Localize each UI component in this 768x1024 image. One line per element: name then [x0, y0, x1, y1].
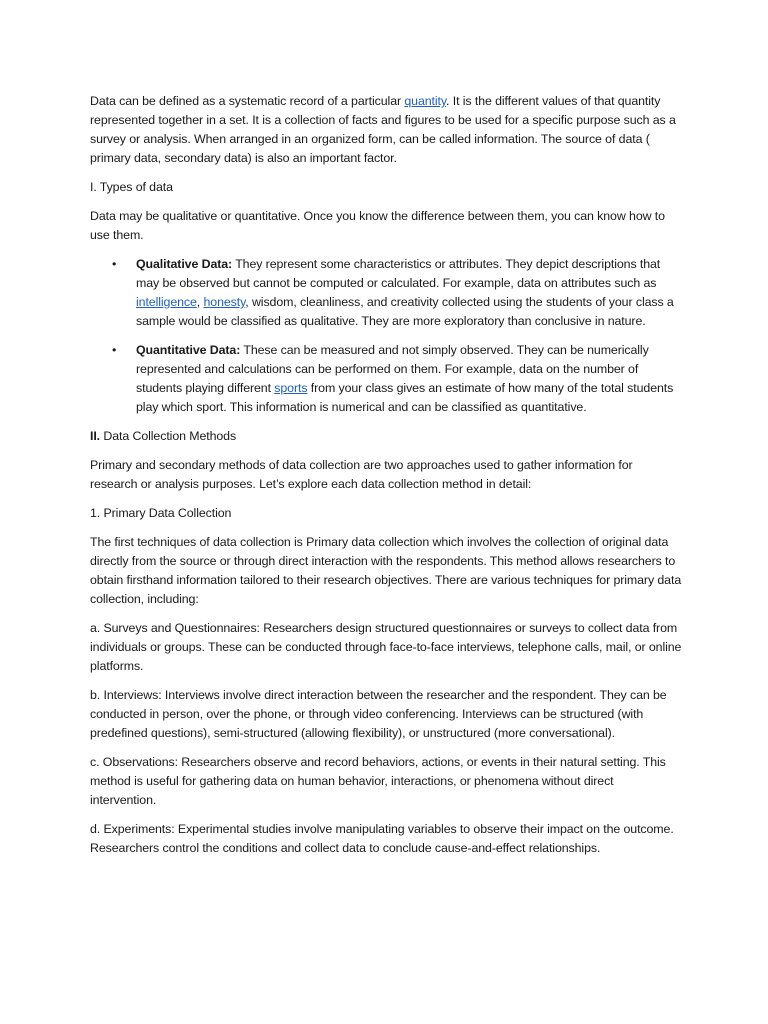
- collection-methods-heading-text: Data Collection Methods: [100, 429, 237, 443]
- intro-text-2: . It is the different values of that quantity represented together in a set. It is a collection of facts and figures to be used for a specific purpose such as a survey or analysis. When arranged in an organized form, can be called information. The source of data ( primary data, secondary data) is also an important factor.: [90, 94, 676, 165]
- qualitative-title: Qualitative Data:: [136, 257, 233, 271]
- intelligence-link[interactable]: intelligence: [136, 295, 197, 309]
- types-of-data-heading: I. Types of data: [90, 180, 173, 194]
- collection-methods-heading-number: II.: [90, 429, 101, 443]
- interviews-paragraph: b. Interviews: Interviews involve direct interaction between the researcher and the respondent. They can be conducted in person, over the phone, or through video conferencing. Interviews can be structured (with predefined questions), semi-structured (allowing flexibility), or unstructured (more conversational).: [90, 688, 667, 740]
- quantitative-text-2: from your class gives an estimate of how many of the total students play which sport. This information is numerical and can be classified as quantitative.: [136, 381, 674, 414]
- surveys-paragraph: a. Surveys and Questionnaires: Researchers design structured questionnaires or surveys to collect data from individuals or groups. These can be conducted through face-to-face interviews, telephone calls, mail, or online platforms.: [90, 621, 682, 673]
- quantitative-text-1: These can be measured and not simply observed. They can be numerically represented and calculations can be performed on them. For example, data on the number of students playing different: [136, 343, 649, 395]
- qualitative-text-2: , wisdom, cleanliness, and creativity collected using the students of your class a sample would be classified as qualitative. They are more exploratory than conclusive in nature.: [136, 295, 674, 328]
- qualitative-separator: ,: [196, 295, 204, 309]
- types-of-data-paragraph: Data may be qualitative or quantitative. Once you know the difference between them, you can know how to use them.: [90, 209, 665, 242]
- intro-paragraph: [90, 92, 682, 168]
- quantity-link[interactable]: quantity: [404, 94, 447, 108]
- sports-link[interactable]: sports: [274, 381, 308, 395]
- primary-collection-heading: 1. Primary Data Collection: [90, 506, 232, 520]
- intro-text-1: Data can be defined as a systematic record of a particular: [90, 94, 405, 108]
- experiments-paragraph: d. Experiments: Experimental studies involve manipulating variables to observe their impact on the outcome. Researchers control the conditions and collect data to conclude cause-and-effect relationships.: [90, 822, 674, 855]
- collection-methods-heading: [90, 427, 682, 446]
- collection-methods-paragraph: Primary and secondary methods of data collection are two approaches used to gather information for research or analysis purposes. Let’s explore each data collection method in detail:: [90, 458, 633, 491]
- list-item-quantitative: [90, 341, 682, 417]
- observations-paragraph: c. Observations: Researchers observe and record behaviors, actions, or events in their natural setting. This method is useful for gathering data on human behavior, interactions, or phenomena without direct intervention.: [90, 755, 666, 807]
- honesty-link[interactable]: honesty: [203, 295, 246, 309]
- document-page: [90, 92, 682, 868]
- data-types-list: [90, 255, 682, 417]
- primary-collection-paragraph: The first techniques of data collection is Primary data collection which involves the collection of original data directly from the source or through direct interaction with the respondents. This method allows researchers to obtain firsthand information tailored to their research objectives. There are various techniques for primary data collection, including:: [90, 535, 682, 606]
- list-item-qualitative: [90, 255, 682, 331]
- qualitative-text-1: They represent some characteristics or attributes. They depict descriptions that may be observed but cannot be computed or calculated. For example, data on attributes such as: [136, 257, 661, 290]
- quantitative-title: Quantitative Data:: [136, 343, 241, 357]
